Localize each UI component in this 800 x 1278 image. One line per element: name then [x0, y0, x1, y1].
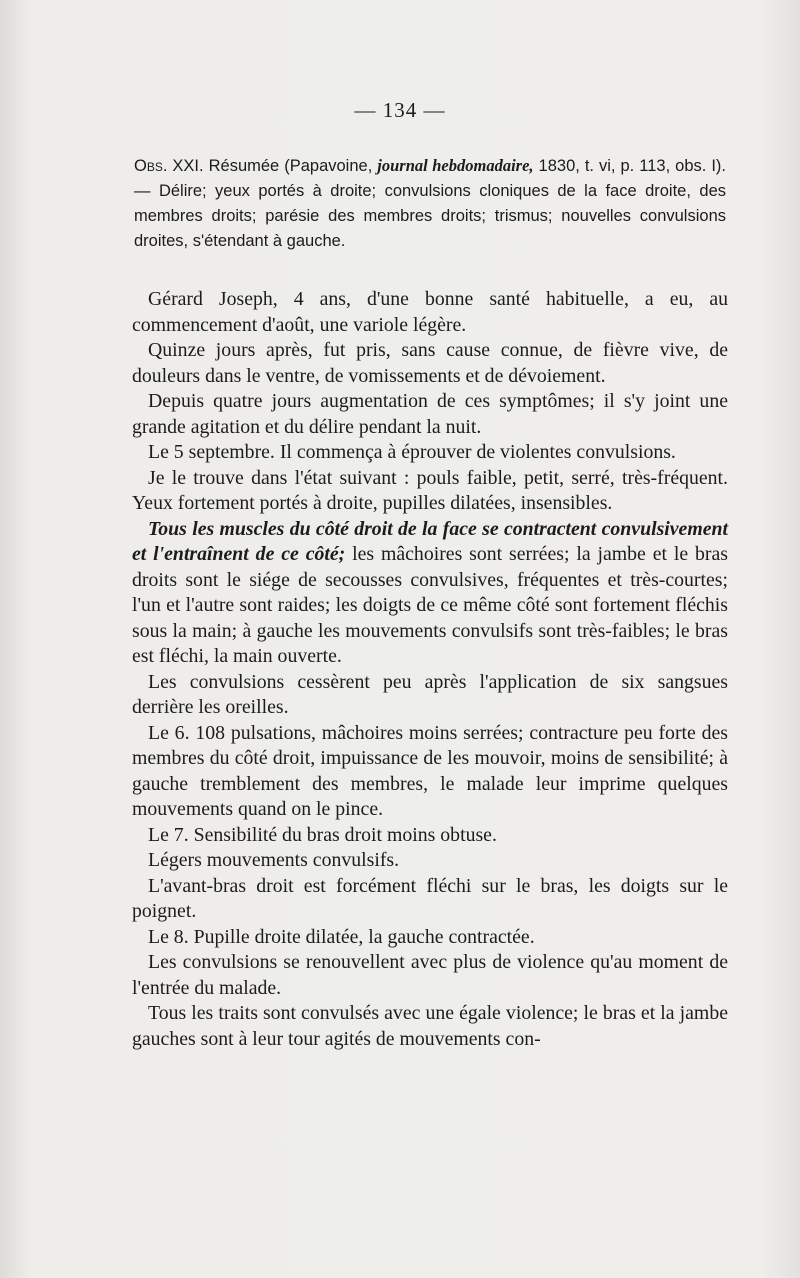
paragraph: Le 7. Sensibilité du bras droit moins obtuse.	[148, 823, 497, 846]
paragraph: Le 6. 108 pulsations, mâchoires moins serrées; contracture peu forte des membres du côté droit, impuissance de les mouvoir, moins de sensibilité; à gauche tremblement des membres, le malade leur imprime quelques mouvements quand on le pince.	[132, 721, 728, 820]
paragraph: Le 5 septembre. Il commença à éprouver de violentes convulsions.	[148, 441, 676, 463]
paragraph: Je le trouve dans l'état suivant : pouls faible, petit, serré, très-fréquent. Yeux fortement portés à droite, pupilles dilatées, insensibles.	[132, 466, 728, 514]
summary-text-1: Résumée (Papavoine,	[203, 157, 378, 175]
observation-summary	[134, 153, 726, 254]
paragraph: Tous les traits sont convulsés avec une égale violence; le bras et la jambe gauches sont à leur tour agités de mouvements con-	[132, 1002, 728, 1050]
paragraph: Quinze jours après, fut pris, sans cause connue, de fièvre vive, de douleurs dans le ventre, de vomissements et de dévoiement.	[132, 339, 728, 387]
paragraph-italic-lead	[132, 517, 728, 670]
journal-title: journal hebdomadaire,	[377, 156, 534, 175]
observation-label: Obs. XXI.	[134, 157, 204, 175]
paragraph: Les convulsions cessèrent peu après l'application de six sangsues derrière les oreilles.	[132, 670, 728, 718]
paragraph-rest: les mâchoires sont serrées; la jambe et le bras droits sont le siége de secousses convulsives, fréquentes et très-courtes; l'un et l'autre sont raides; les doigts de ce même côté sont fortement fléchis sous la main; à gauche les mouvements convulsifs sont très-faibles; le bras est fléchi, la main ouverte.	[132, 543, 728, 667]
paragraph: Gérard Joseph, 4 ans, d'une bonne santé habituelle, a eu, au commencement d'août, une variole légère.	[132, 288, 728, 336]
paragraph: Les convulsions se renouvellent avec plus de violence qu'au moment de l'entrée du malade.	[132, 951, 728, 999]
italic-phrase: Tous les muscles du côté droit de la face se contractent convulsivement et l'entraînent de ce côté;	[132, 517, 728, 565]
summary-text-2: 1830, t. vi, p. 113, obs. I). — Délire; yeux portés à droite; convulsions cloniques de la face droite, des membres droits; parésie des membres droits; trismus; nouvelles convulsions droites, s'étendant à gauche.	[134, 157, 726, 250]
paragraph: Le 8. Pupille droite dilatée, la gauche contractée.	[148, 925, 535, 948]
paragraph: Depuis quatre jours augmentation de ces symptômes; il s'y joint une grande agitation et du délire pendant la nuit.	[132, 390, 728, 438]
page-number: — 134 —	[354, 98, 446, 122]
paragraph: Légers mouvements convulsifs.	[148, 849, 400, 871]
body-text	[132, 287, 728, 1052]
paragraph: L'avant-bras droit est forcément fléchi sur le bras, les doigts sur le poignet.	[132, 874, 728, 922]
